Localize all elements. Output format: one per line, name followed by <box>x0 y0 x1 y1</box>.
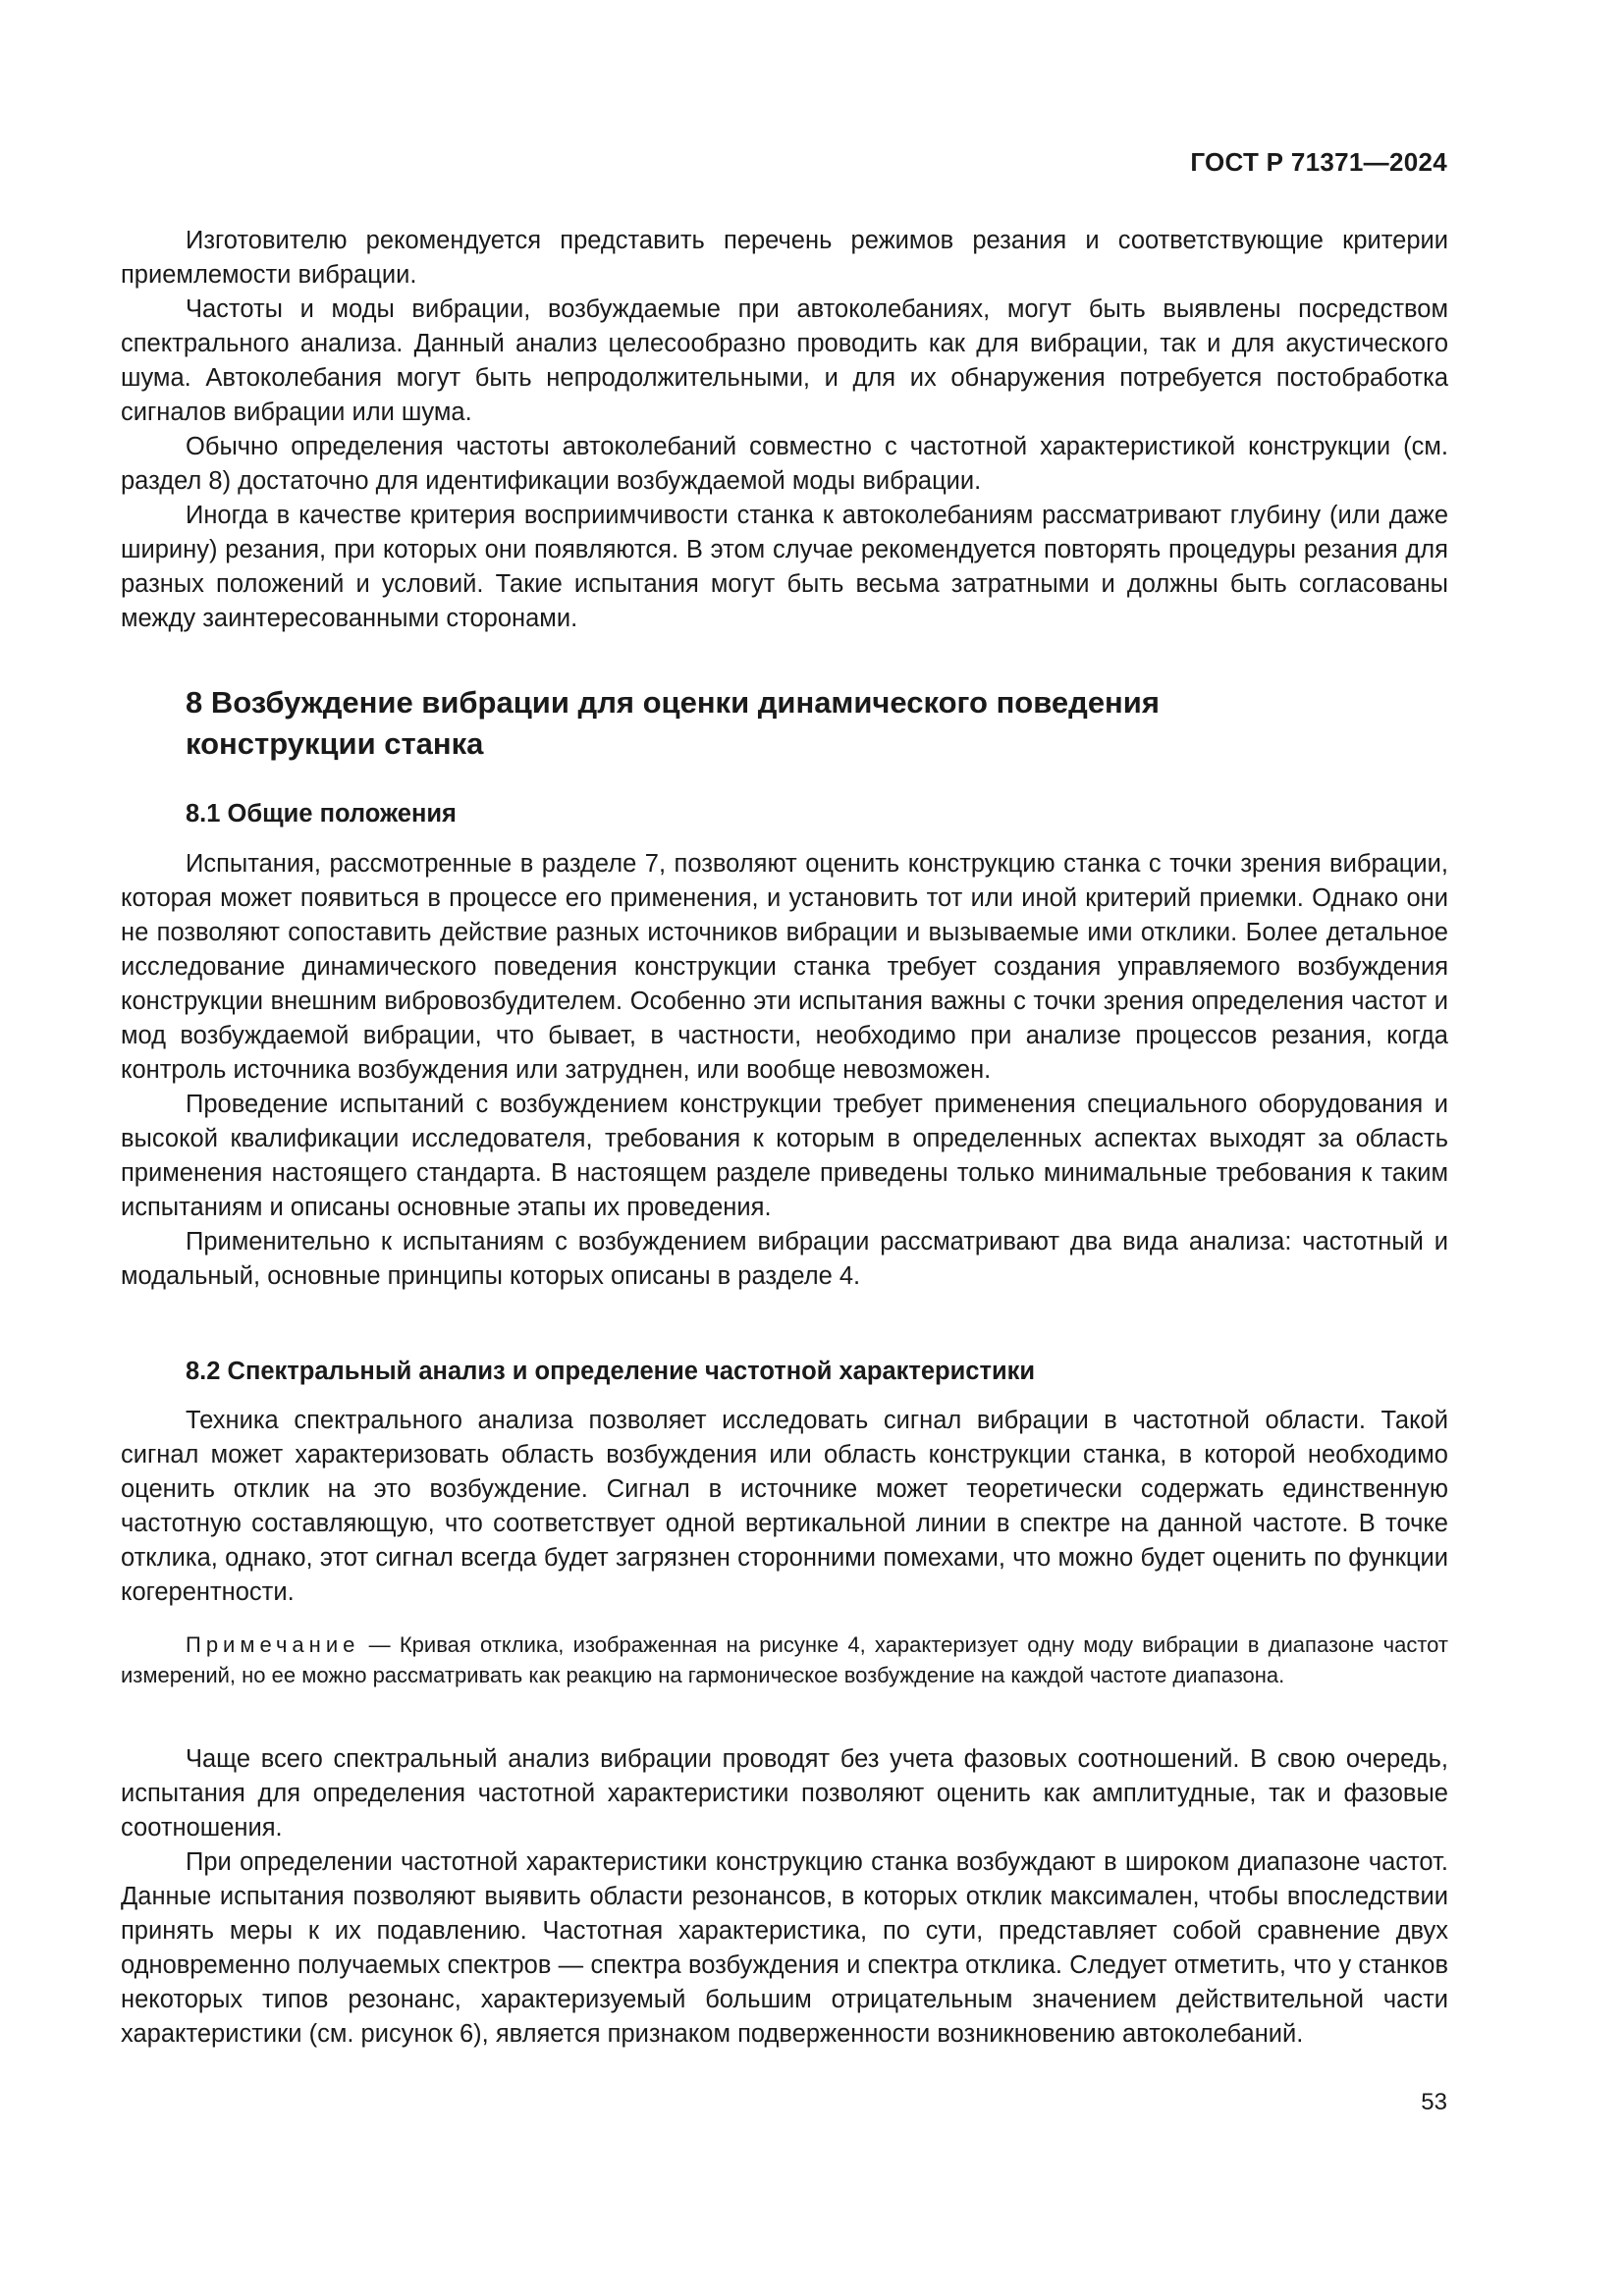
subsection-title: 8.2 Спектральный анализ и определение частотной характеристики <box>186 1358 1036 1385</box>
note-text: — Кривая отклика, изображенная на рисунке 4, характеризует одну моду вибрации в диапазоне частот измерений, но ее можно рассматривать как реакцию на гармоническое возбуждение на каждой частоте диапазона. <box>121 1632 1448 1687</box>
paragraph: При определении частотной характеристики конструкцию станка возбуждают в широком диапазоне частот. Данные испытания позволяют выявить области резонансов, в которых отклик максимален, чтобы впоследствии принять меры к их подавлению. Частотная характеристика, по сути, представляет собой сравнение двух одновременно получаемых спектров — спектра возбуждения и спектра отклика. Следует отметить, что у станков некоторых типов резонанс, характеризуемый большим отрицательным значением действительной части характеристики (см. рисунок 6), является признаком подверженности возникновению автоколебаний. <box>121 1848 1448 2048</box>
paragraph: Техника спектрального анализа позволяет исследовать сигнал вибрации в частотной области. Такой сигнал может характеризовать область возбуждения или область конструкции станка, в которой необходимо оценить отклик на это возбуждение. Сигнал в источнике может теоретически содержать единственную частотную составляющую, что соответствует одной вертикальной линии в спектре на данной частоте. В точке отклика, однако, этот сигнал всегда будет загрязнен сторонними помехами, что можно будет оценить по функции когерентности. <box>121 1407 1448 1606</box>
paragraph: Испытания, рассмотренные в разделе 7, позволяют оценить конструкцию станка с точки зрения вибрации, которая может появиться в процессе его применения, и установить тот или иной критерий приемки. Однако они не позволяют сопоставить действие разных источников вибрации и вызываемые ими отклики. Более детальное исследование динамического поведения конструкции станка требует создания управляемого возбуждения конструкции внешним вибровозбудителем. Особенно эти испытания важны с точки зрения определения частот и мод возбуждаемой вибрации, что бывает, в частности, необходимо при анализе процессов резания, когда контроль источника возбуждения или затруднен, или вообще невозможен. <box>121 850 1448 1084</box>
note-block <box>121 1629 1448 1690</box>
intro-text <box>121 224 1448 636</box>
paragraph: Изготовителю рекомендуется представить перечень режимов резания и соответствующие критерии приемлемости вибрации. <box>121 227 1448 289</box>
subsection-8-2-text-2 <box>121 1742 1448 2052</box>
paragraph: Проведение испытаний с возбуждением конструкции требует применения специального оборудования и высокой квалификации исследователя, требования к которым в определенных аспектах выходят за область применения настоящего стандарта. В настоящем разделе приведены только минимальные требования к таким испытаниям и описаны основные этапы их проведения. <box>121 1091 1448 1221</box>
subsection-8-1-text <box>121 847 1448 1294</box>
paragraph: Иногда в качестве критерия восприимчивости станка к автоколебаниям рассматривают глубину (или даже ширину) резания, при которых они появляются. В этом случае рекомендуется повторять процедуры резания для разных положений и условий. Такие испытания могут быть весьма затратными и должны быть согласованы между заинтересованными сторонами. <box>121 502 1448 632</box>
paragraph: Частоты и моды вибрации, возбуждаемые при автоколебаниях, могут быть выявлены посредством спектрального анализа. Данный анализ целесообразно проводить как для вибрации, так и для акустического шума. Автоколебания могут быть непродолжительными, и для их обнаружения потребуется постобработка сигналов вибрации или шума. <box>121 295 1448 426</box>
paragraph: Применительно к испытаниям с возбуждением вибрации рассматривают два вида анализа: частотный и модальный, основные принципы которых описаны в разделе 4. <box>121 1228 1448 1290</box>
note <box>121 1629 1448 1690</box>
page-number: 53 <box>1421 2089 1447 2115</box>
section-title-line-2: конструкции станка <box>186 726 484 761</box>
section-title-line-1: 8 Возбуждение вибрации для оценки динамического поведения <box>186 685 1160 720</box>
subsection-8-2-text-1 <box>121 1404 1448 1610</box>
paragraph: Чаще всего спектральный анализ вибрации проводят без учета фазовых соотношений. В свою очередь, испытания для определения частотной характеристики позволяют оценить как амплитудные, так и фазовые соотношения. <box>121 1745 1448 1842</box>
section-8-heading <box>121 682 1448 765</box>
paragraph: Обычно определения частоты автоколебаний совместно с частотной характеристикой конструкции (см. раздел 8) достаточно для идентификации возбуждаемой моды вибрации. <box>121 433 1448 495</box>
subsection-8-1-heading <box>121 797 1448 830</box>
subsection-8-2-heading <box>121 1355 1448 1388</box>
note-label: Примечание <box>186 1632 360 1657</box>
subsection-title: 8.1 Общие положения <box>186 800 457 828</box>
document-header: ГОСТ Р 71371—2024 <box>1190 147 1447 177</box>
